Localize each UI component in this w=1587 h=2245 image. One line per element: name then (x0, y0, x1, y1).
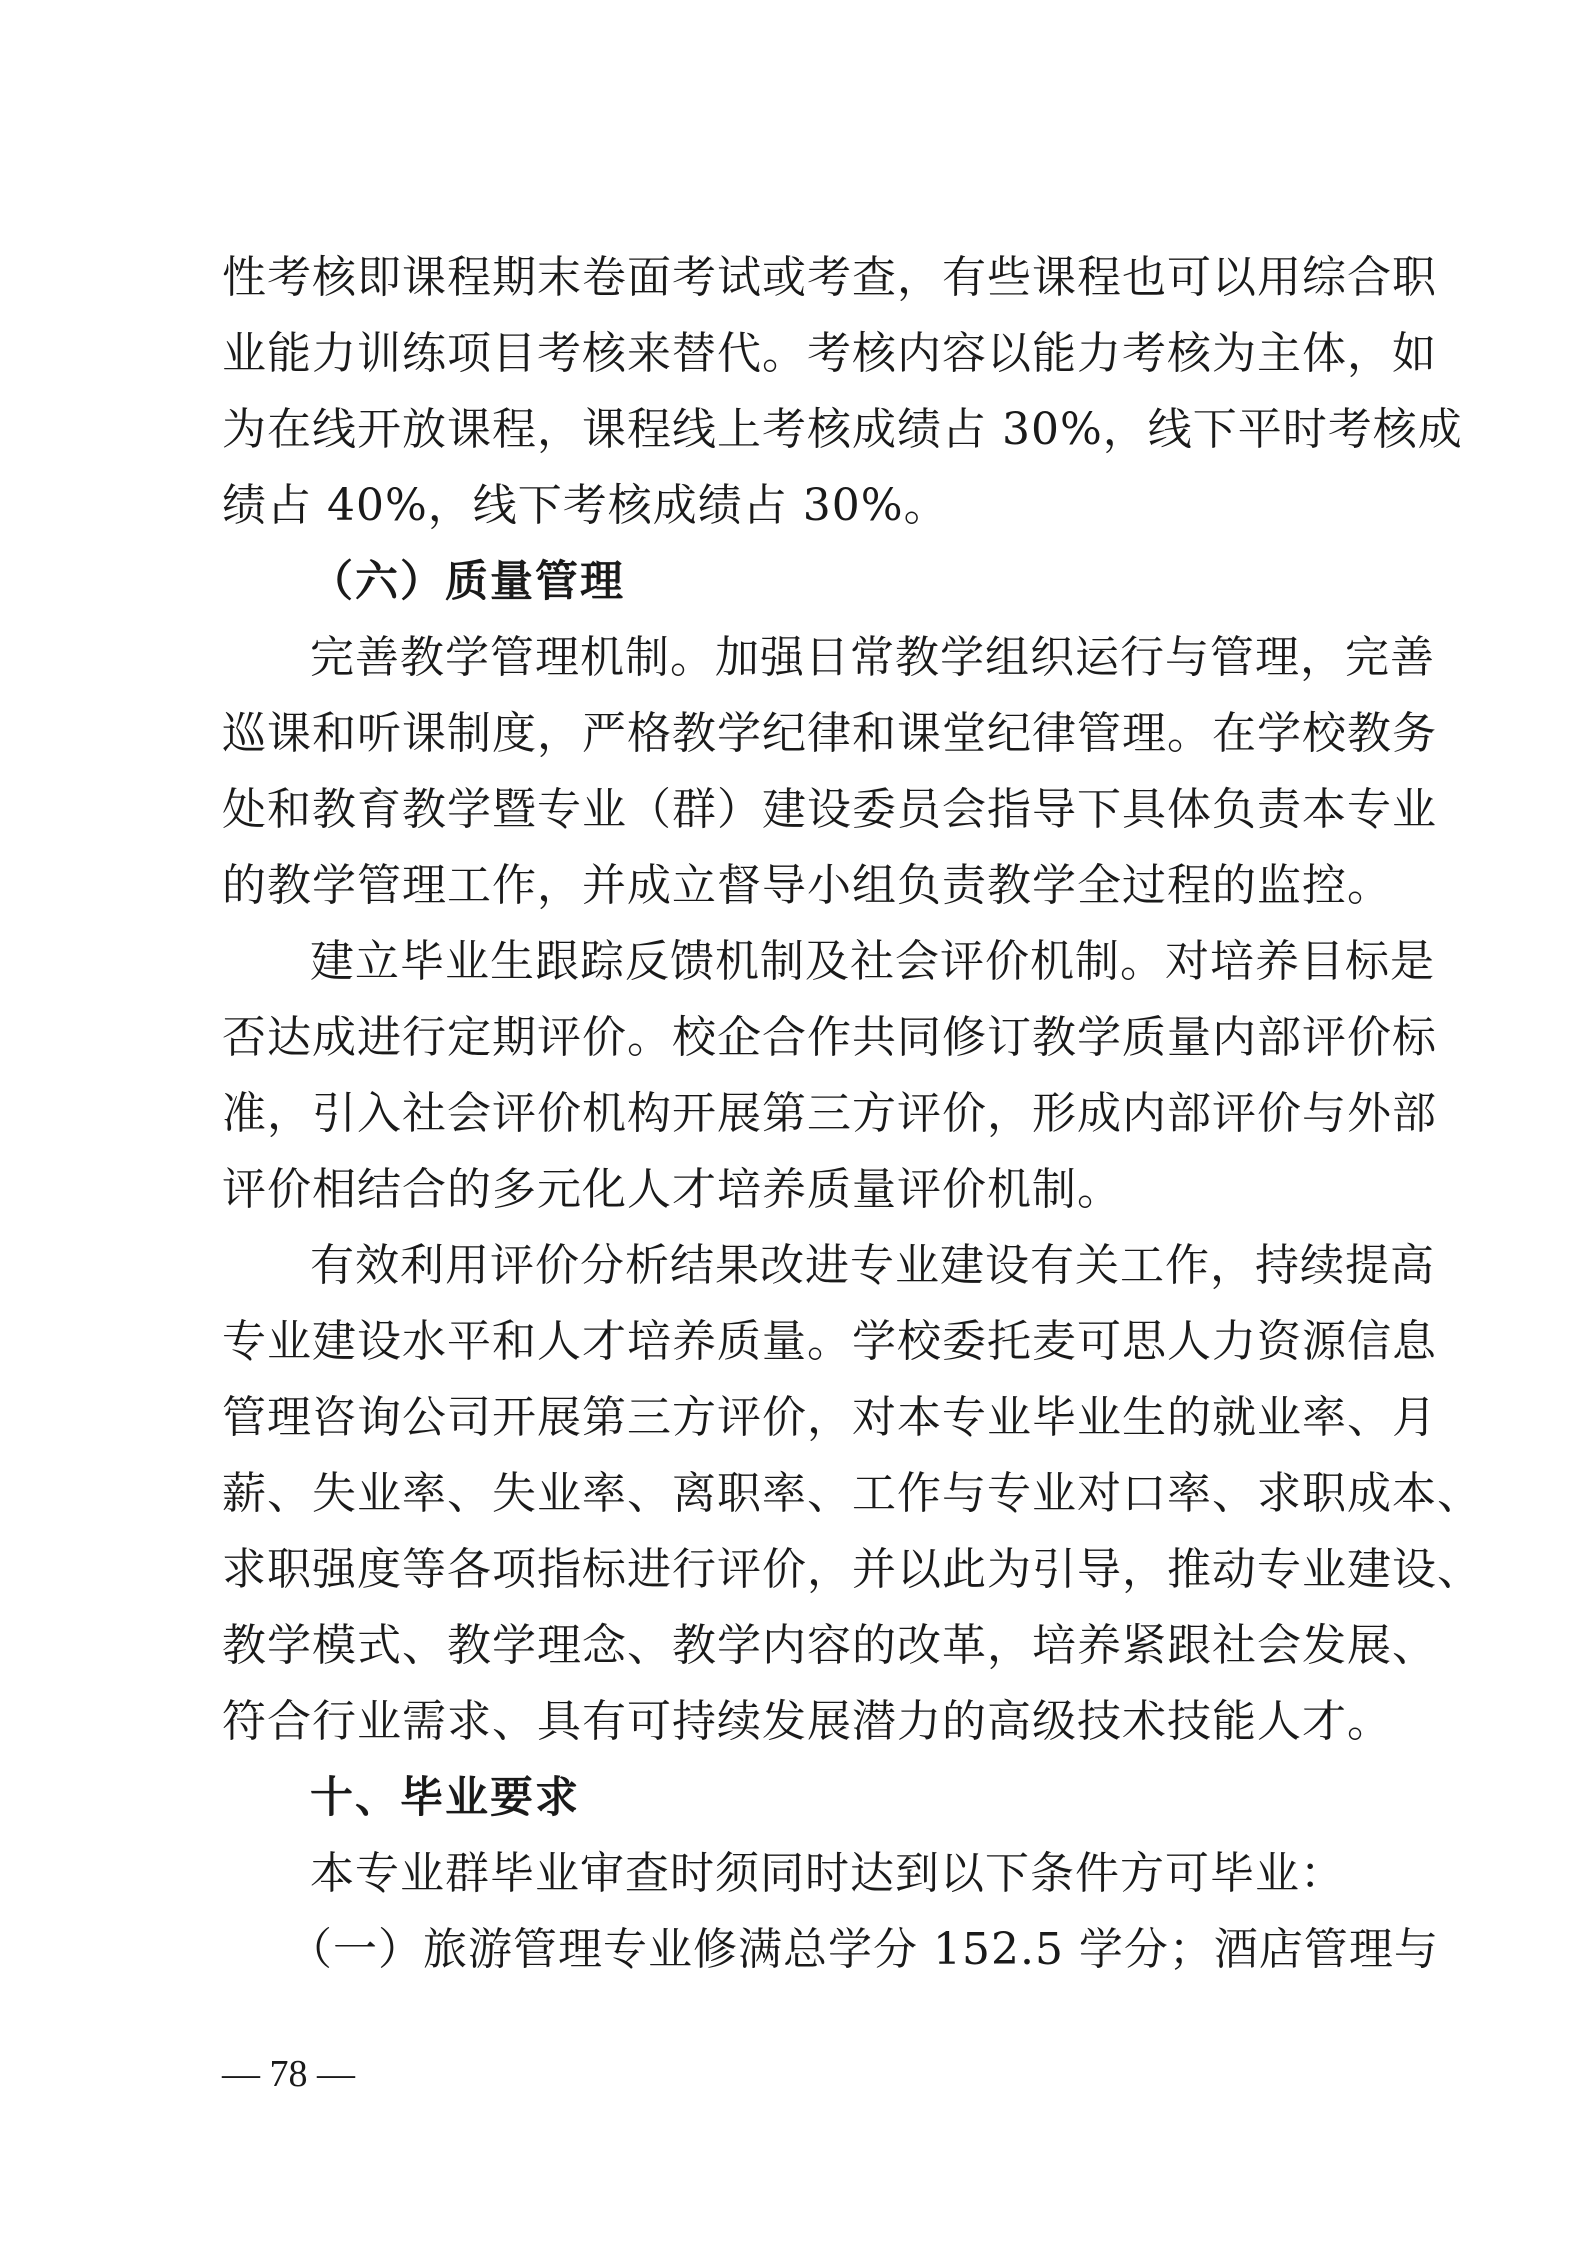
text-line: 评价相结合的多元化人才培养质量评价机制。 (222, 1164, 1122, 1215)
text-line: 符合行业需求、具有可持续发展潜力的高级技术技能人才。 (222, 1696, 1392, 1747)
text-line: 绩占 40%，线下考核成绩占 30%。 (222, 480, 949, 531)
intro-paragraph (222, 240, 1463, 544)
text-line: 的教学管理工作，并成立督导小组负责教学全过程的监控。 (222, 860, 1392, 911)
text-line: （一）旅游管理专业修满总学分 152.5 学分；酒店管理与 (288, 1924, 1439, 1975)
text-line: 管理咨询公司开展第三方评价，对本专业毕业生的就业率、月 (222, 1392, 1437, 1443)
graduation-requirements-text (222, 1836, 1439, 1988)
text-line: 为在线开放课程，课程线上考核成绩占 30%，线下平时考核成 (222, 404, 1463, 455)
text-line: 专业建设水平和人才培养质量。学校委托麦可思人力资源信息 (222, 1316, 1437, 1367)
text-line: 薪、失业率、失业率、离职率、工作与专业对口率、求职成本、 (222, 1468, 1482, 1519)
paragraph-teaching-management (222, 620, 1437, 924)
page-number: — 78 — (222, 2053, 355, 2095)
text-line: 准，引入社会评价机构开展第三方评价，形成内部评价与外部 (222, 1088, 1437, 1139)
text-line: 业能力训练项目考核来替代。考核内容以能力考核为主体，如 (222, 328, 1437, 379)
text-line: 求职强度等各项指标进行评价，并以此为引导，推动专业建设、 (222, 1544, 1482, 1595)
text-line: 完善教学管理机制。加强日常教学组织运行与管理，完善 (310, 632, 1435, 683)
section-heading-quality-management: （六）质量管理 (310, 557, 625, 607)
text-line: 处和教育教学暨专业（群）建设委员会指导下具体负责本专业 (222, 784, 1437, 835)
text-line: 巡课和听课制度，严格教学纪律和课堂纪律管理。在学校教务 (222, 708, 1437, 759)
text-line: 否达成进行定期评价。校企合作共同修订教学质量内部评价标 (222, 1012, 1437, 1063)
text-line: 性考核即课程期末卷面考试或考查，有些课程也可以用综合职 (222, 252, 1437, 303)
text-line: 建立毕业生跟踪反馈机制及社会评价机制。对培养目标是 (310, 936, 1435, 987)
text-line: 有效利用评价分析结果改进专业建设有关工作，持续提高 (310, 1240, 1435, 1291)
paragraph-graduate-feedback (222, 924, 1437, 1228)
section-heading-graduation-requirements: 十、毕业要求 (310, 1773, 580, 1823)
document-page (222, 240, 1482, 1988)
paragraph-evaluation-results (222, 1228, 1482, 1760)
text-line: 本专业群毕业审查时须同时达到以下条件方可毕业： (310, 1848, 1345, 1899)
text-line: 教学模式、教学理念、教学内容的改革，培养紧跟社会发展、 (222, 1620, 1437, 1671)
